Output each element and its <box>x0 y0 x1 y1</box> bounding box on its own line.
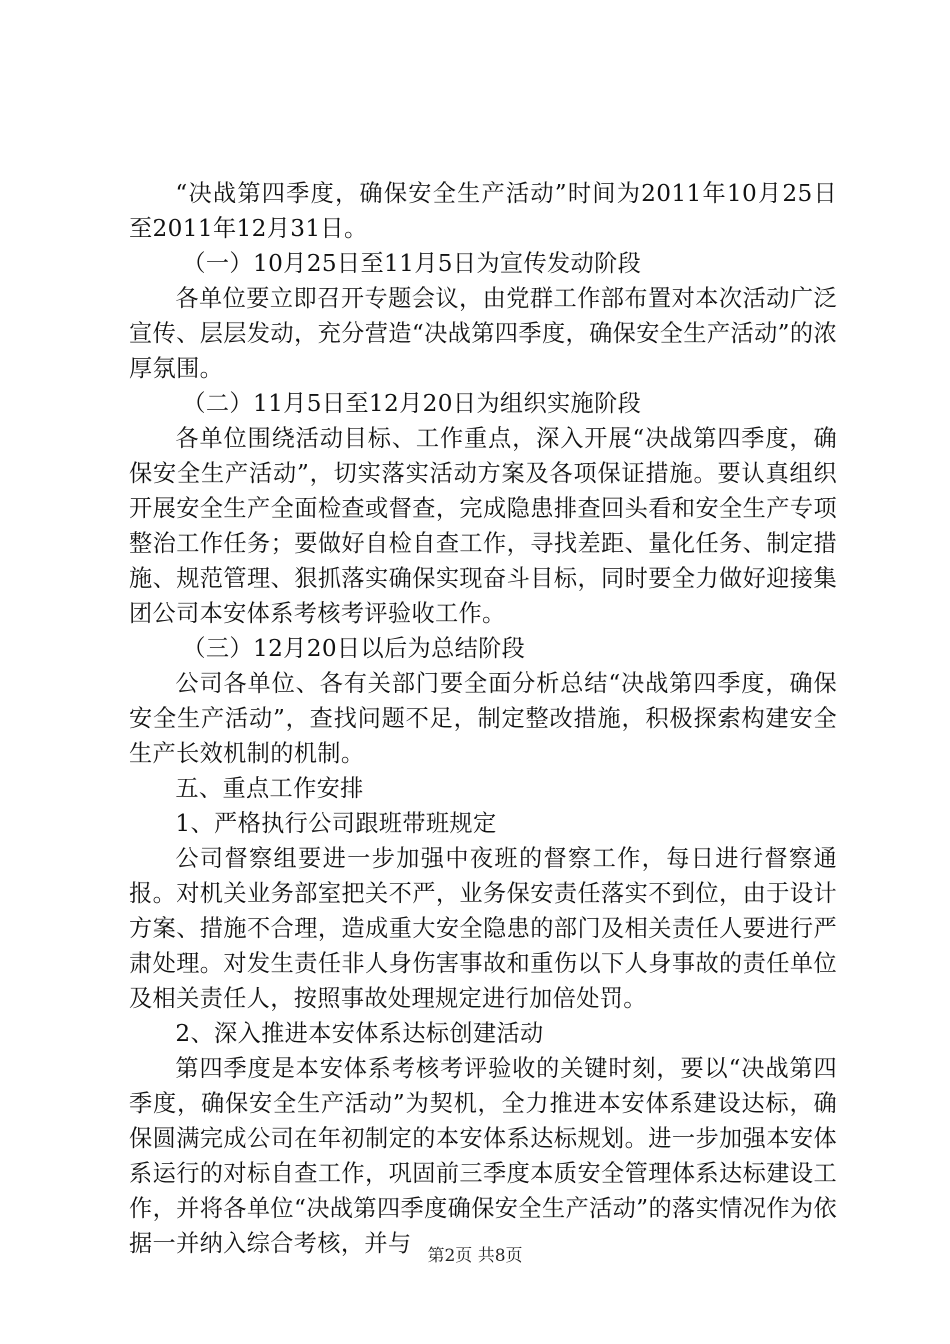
subheading-safety-system: 2、深入推进本安体系达标创建活动 <box>175 1020 544 1047</box>
heading-stage-two: （二）11月5日至12月20日为组织实施阶段 <box>182 390 642 417</box>
paragraph-shift-rules: 公司督察组要进一步加强中夜班的督察工作，每日进行督察通报。对机关业务部室把关不严，业务保安责任落实不到位，由于设计方案、措施不合理，造成重大安全隐患的部门及相关责任人要进行严肃处理。对发生责任非人身伤害事故和重伤以下人身事故的责任单位及相关责任人，按照事故处理规定进行加倍处罚。 <box>129 845 837 1012</box>
heading-stage-three: （三）12月20日以后为总结阶段 <box>182 635 526 662</box>
paragraph-stage-one: 各单位要立即召开专题会议，由党群工作部布置对本次活动广泛宣传、层层发动，充分营造“决战第四季度，确保安全生产活动”的浓厚氛围。 <box>129 285 837 382</box>
page-number-footer: 第2页 共8页 <box>427 1246 523 1266</box>
subheading-shift-rules: 1、严格执行公司跟班带班规定 <box>175 810 497 837</box>
paragraph-activity-period: “决战第四季度，确保安全生产活动”时间为2011年10月25日至2011年12月31日。 <box>129 180 837 242</box>
paragraph-safety-system: 第四季度是本安体系考核考评验收的关键时刻，要以“决战第四季度，确保安全生产活动”为契机，全力推进本安体系建设达标，确保圆满完成公司在年初制定的本安体系达标规划。进一步加强本安体系运行的对标自查工作，巩固前三季度本质安全管理体系达标建设工作，并将各单位“决战第四季度确保安全生产活动”的落实情况作为依据一并纳入综合考核，并与 <box>129 1055 837 1257</box>
paragraph-stage-three: 公司各单位、各有关部门要全面分析总结“决战第四季度，确保安全生产活动”，查找问题不足，制定整改措施，积极探索构建安全生产长效机制的机制。 <box>129 670 837 767</box>
document-body <box>129 176 837 1261</box>
section-heading-key-work: 五、重点工作安排 <box>175 775 364 802</box>
paragraph-stage-two: 各单位围绕活动目标、工作重点，深入开展“决战第四季度，确保安全生产活动”，切实落实活动方案及各项保证措施。要认真组织开展安全生产全面检查或督查，完成隐患排查回头看和安全生产专项整治工作任务；要做好自检自查工作，寻找差距、量化任务、制定措施、规范管理、狠抓落实确保实现奋斗目标，同时要全力做好迎接集团公司本安体系考核考评验收工作。 <box>129 425 837 627</box>
heading-stage-one: （一）10月25日至11月5日为宣传发动阶段 <box>182 250 642 277</box>
